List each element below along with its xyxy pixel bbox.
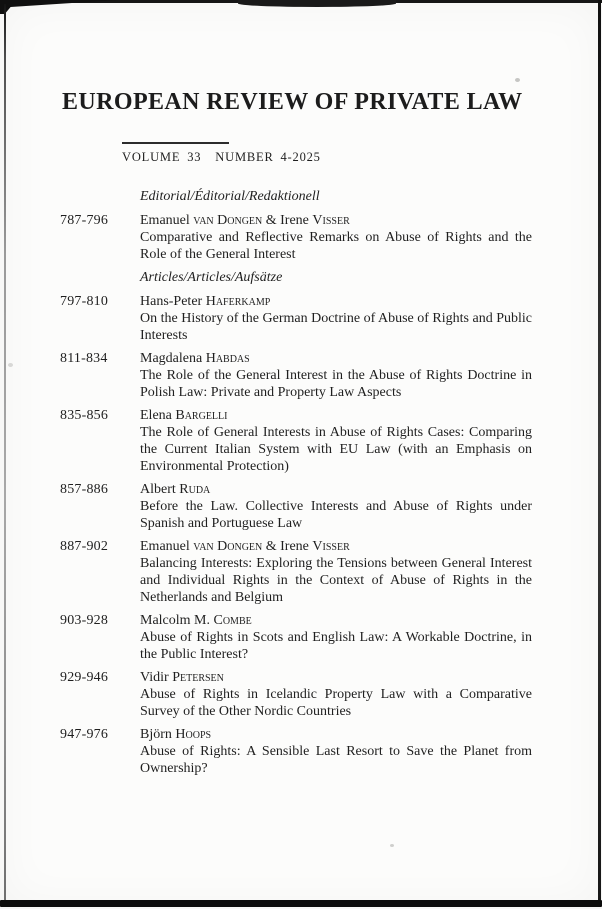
toc-entry: [0, 669, 602, 720]
toc-entry: [0, 481, 602, 532]
entry-text: [140, 669, 532, 720]
volume-block: [122, 142, 602, 165]
entry-text: [140, 407, 532, 475]
entry-title: Abuse of Rights: A Sensible Last Resort to Save the Planet from Ownership?: [140, 744, 532, 776]
toc-entry: [0, 538, 602, 606]
entry-authors: Elena Bargelli: [140, 408, 228, 423]
table-of-contents: [0, 188, 602, 777]
toc-entry: [0, 612, 602, 663]
scan-speck: [515, 78, 520, 82]
section-heading: Articles/Articles/Aufsätze: [140, 270, 283, 285]
scan-edge-bottom: [0, 900, 602, 907]
volume-line: [122, 150, 602, 165]
entry-authors: Albert Ruda: [140, 482, 211, 497]
page-range: 835-856: [60, 408, 109, 423]
entry-title: Balancing Interests: Exploring the Tensions between General Interest and Individual Rights in the Context of Abuse of Rights in the Netherlands and Belgium: [140, 556, 532, 605]
page-range: 857-886: [60, 482, 109, 497]
scan-edge-top-bump: [238, 0, 396, 7]
entry-text: [140, 612, 532, 663]
entry-title: The Role of General Interests in Abuse of Rights Cases: Comparing the Current Italian System with EU Law (with an Emphasis on Environmental Protection): [140, 425, 532, 474]
entry-title: The Role of the General Interest in the Abuse of Rights Doctrine in Polish Law: Private and Property Law Aspects: [140, 368, 532, 400]
entry-authors: Malcolm M. Combe: [140, 613, 252, 628]
toc-entry: [0, 212, 602, 263]
entry-authors: Emanuel van Dongen & Irene Visser: [140, 539, 350, 554]
volume-label: VOLUME 33: [122, 150, 202, 164]
entry-authors: Emanuel van Dongen & Irene Visser: [140, 213, 350, 228]
toc-entry: [0, 407, 602, 475]
entry-authors: Björn Hoops: [140, 727, 212, 742]
scan-edge-right: [598, 0, 601, 905]
volume-rule: [122, 142, 229, 144]
page-range: 797-810: [60, 294, 109, 309]
entry-title: Before the Law. Collective Interests and Abuse of Rights under Spanish and Portuguese Law: [140, 499, 532, 531]
toc-entry: [0, 350, 602, 401]
entry-title: Abuse of Rights in Icelandic Property Law with a Comparative Survey of the Other Nordic Countries: [140, 687, 532, 719]
page-range: 947-976: [60, 727, 109, 742]
section-heading: Editorial/Éditorial/Redaktionell: [140, 189, 320, 204]
entry-text: [140, 212, 532, 263]
entry-text: [140, 481, 532, 532]
entry-title: Abuse of Rights in Scots and English Law: A Workable Doctrine, in the Public Interest?: [140, 630, 532, 662]
entry-text: [140, 293, 532, 344]
entry-authors: Magdalena Habdas: [140, 351, 250, 366]
page-range: 811-834: [60, 351, 108, 366]
entry-title: On the History of the German Doctrine of Abuse of Rights and Public Interests: [140, 311, 532, 343]
entry-authors: Vidir Petersen: [140, 670, 224, 685]
issue-number-label: NUMBER 4-2025: [215, 150, 321, 164]
entry-title: Comparative and Reflective Remarks on Abuse of Rights and the Role of the General Interest: [140, 230, 532, 262]
page-range: 887-902: [60, 539, 109, 554]
scan-edge-left: [4, 4, 6, 900]
journal-title: EUROPEAN REVIEW OF PRIVATE LAW: [62, 89, 523, 115]
page-range: 787-796: [60, 213, 109, 228]
entry-text: [140, 726, 532, 777]
toc-entry: [0, 726, 602, 777]
entry-authors: Hans-Peter Haferkamp: [140, 294, 271, 309]
toc-entry: [0, 293, 602, 344]
page-range: 929-946: [60, 670, 109, 685]
entry-text: [140, 538, 532, 606]
page-range: 903-928: [60, 613, 109, 628]
entry-text: [140, 350, 532, 401]
scan-speck: [8, 363, 13, 367]
scan-speck: [390, 844, 394, 847]
